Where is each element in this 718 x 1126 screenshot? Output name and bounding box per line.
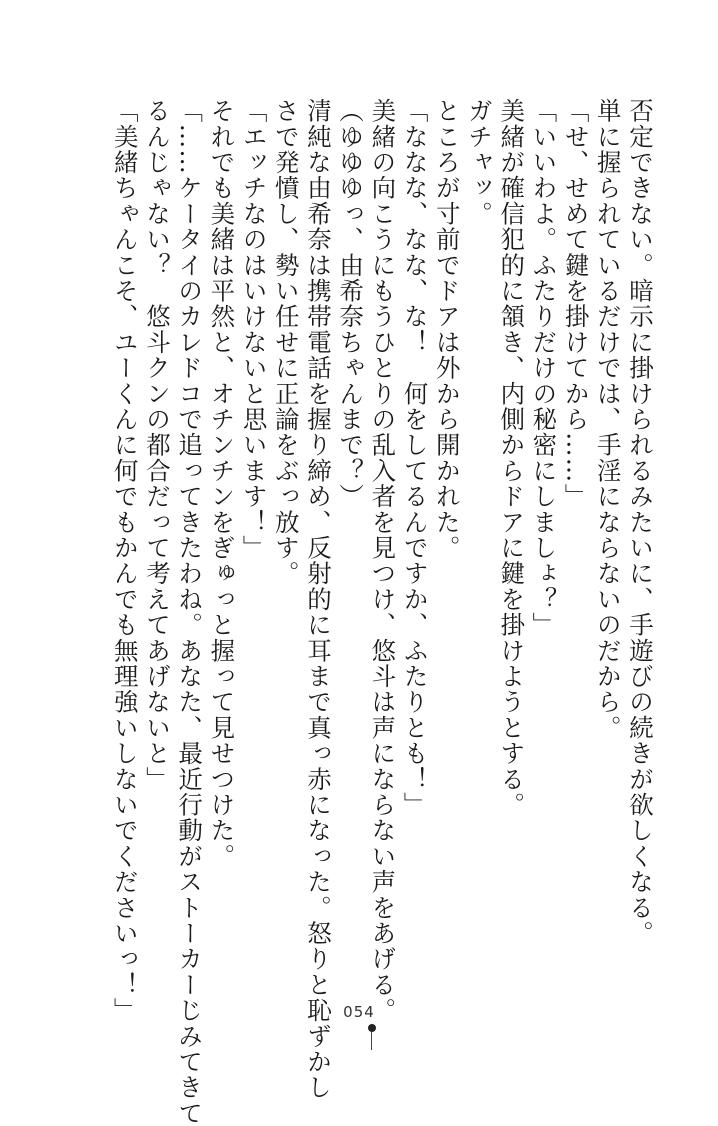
text-line: ガチャッ。 <box>464 98 494 227</box>
text-line: るんじゃない？ 悠斗クンの都合だって考えてあげないと」 <box>142 98 172 792</box>
folio-dot-ornament <box>368 1024 376 1032</box>
text-line: 否定できない。暗示に掛けられるみたいに、手遊びの続きが欲しくなる。 <box>626 98 655 947</box>
text-line: 「ななな、なな、な！ 何をしてるんですか、ふたりとも！」 <box>400 98 430 818</box>
text-line: 単に握られているだけでは、手淫にならないのだから。 <box>593 98 623 741</box>
text-line: それでも美緒は平然と、オチンチンをぎゅっと握って見せつけた。 <box>207 98 237 869</box>
text-line: 「美緒ちゃんこそ、ユーくんに何でもかんでも無理強いしないでくださいっ！」 <box>110 98 140 1024</box>
text-line: 「いいわよ。ふたりだけの秘密にしましょ？」 <box>529 98 559 638</box>
text-line: 「エッチなのはいけないと思います！」 <box>239 98 269 561</box>
text-line: 美緒が確信犯的に頷き、内側からドアに鍵を掛けようとする。 <box>497 98 527 818</box>
text-line: ところが寸前でドアは外から開かれた。 <box>432 98 462 561</box>
text-line: 清純な由希奈は携帯電話を握り締め、反射的に耳まで真っ赤になった。怒りと恥ずかし <box>303 98 333 1101</box>
text-line: 「……ケータイのカレドコで追ってきたわね。あなた、最近行動がストーカーじみてきて <box>175 98 205 1126</box>
folio-rule-ornament <box>371 1032 372 1050</box>
text-line: （ゆゆゆっ、由希奈ちゃんまで？） <box>336 98 366 510</box>
text-line: 美緒の向こうにもうひとりの乱入者を見つけ、悠斗は声にならない声をあげる。 <box>368 98 398 1024</box>
page-number: 054 <box>343 1003 375 1021</box>
text-line: さで発憤し、勢い任せに正論をぶっ放す。 <box>271 98 301 587</box>
text-line: 「せ、せめて鍵を掛けてから……」 <box>561 98 591 510</box>
